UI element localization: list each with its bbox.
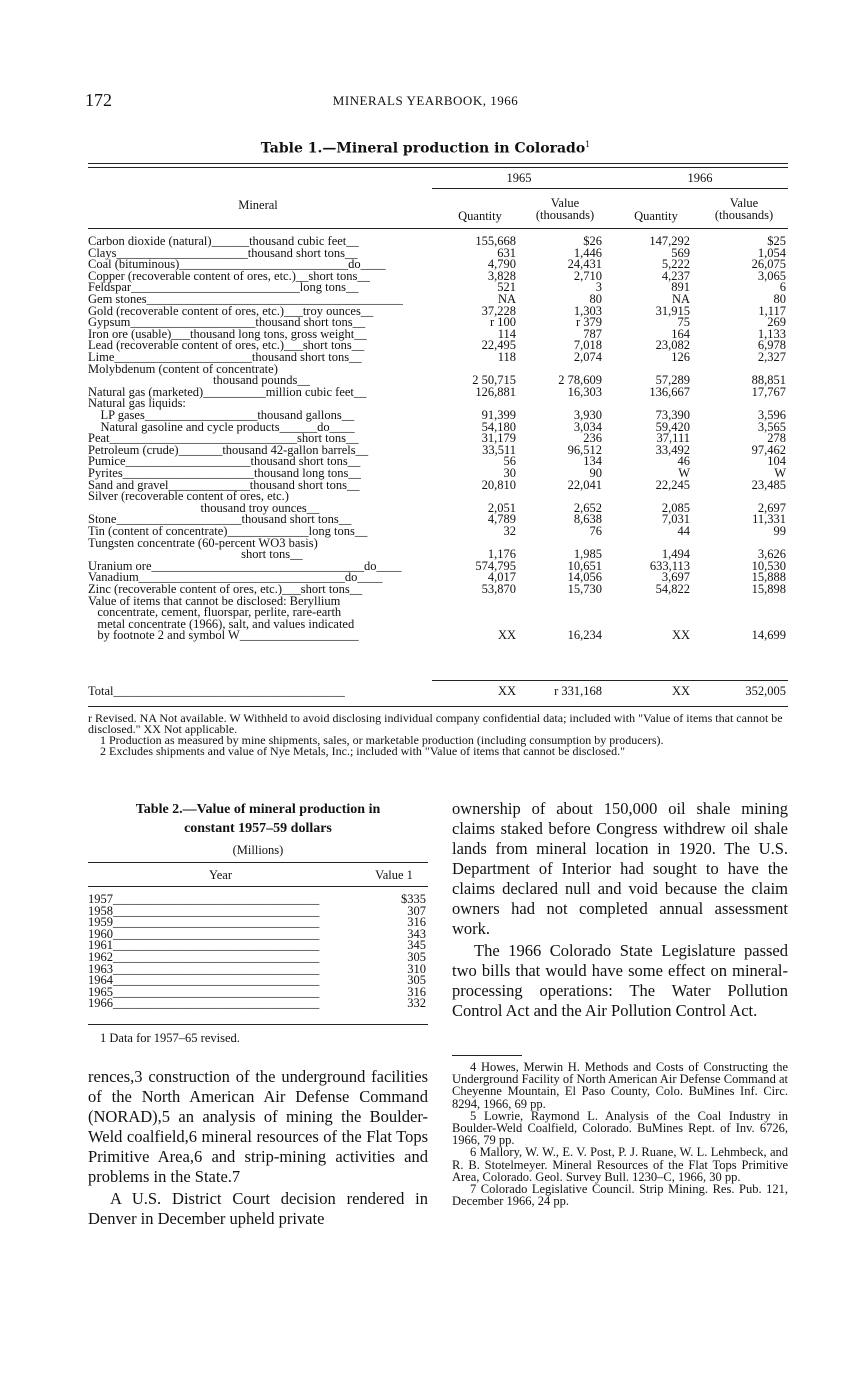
table2-row-value: 343: [407, 926, 426, 941]
table1-cell-quantity-1966: 31,915: [655, 303, 690, 318]
table1-cell-quantity-1966: 891: [671, 280, 690, 295]
table1-cell-quantity-1966: 37,111: [656, 431, 690, 446]
table1-cell-value-1965: 3,930: [573, 408, 602, 422]
table2-row-year: 1964_________________________________: [88, 973, 320, 988]
table1-row-label: Pyrites_____________________thousand long tons__: [88, 466, 361, 480]
table1-cell-quantity-1965: 37,228: [481, 303, 516, 318]
footnote-rule: [452, 1055, 522, 1056]
table2-row-year: 1957_________________________________: [88, 892, 320, 906]
table1-cell-value-1965: 1,446: [573, 245, 602, 260]
table1-cell-quantity-1966: 126: [671, 350, 690, 364]
footnote-6: 6 Mallory, W. W., E. V. Post, P. J. Ruane, W. L. Lehmbeck, and R. B. Stotelmeyer. Mineral Resources of the Flat Tops Primitive Area, Colorado. Geol. Survey Bull. 1230–C, 1966, 30 pp.: [452, 1145, 788, 1184]
table1-cell-quantity-1965: 32: [503, 524, 516, 538]
table2-col-year: Year: [208, 868, 233, 882]
table2-row-value: 316: [407, 984, 426, 999]
table1-cell-value-1965: r 379: [575, 315, 602, 330]
table1-total-v65: r 331,168: [554, 684, 602, 698]
table1-total-label: Total_____________________________________: [88, 684, 345, 698]
table1-cell-value-1966: 97,462: [751, 442, 786, 457]
table1-col-value-1965: [522, 197, 608, 221]
table1-cell-value-1966: $25: [767, 234, 786, 248]
table1-row-label: Sand and gravel_____________thousand short tons__: [88, 477, 360, 492]
table1-cell-quantity-1965: 1,176: [487, 547, 516, 562]
table1-col-value-1966-label: Value: [729, 196, 759, 210]
table1-cell-value-1965: 7,018: [573, 338, 602, 353]
table1-row-label: thousand pounds__: [88, 373, 310, 388]
table1-total-row: [0, 686, 851, 700]
table1-cell-value-1966: 6,978: [757, 338, 786, 353]
table1-cell-quantity-1966: 57,289: [655, 373, 690, 388]
table2-row-value: 307: [407, 903, 426, 918]
left-paragraph-1: rences,3 construction of the underground facilities of the North American Air Defense Command (NORAD),5 an analysis of mining the Boulder-Weld coalfield,6 mineral resources of the Flat Tops Primitive Area,6 and strip-mining activities and problems in the State.7: [88, 1067, 428, 1186]
table1-cell-quantity-1965: 2 50,715: [472, 373, 516, 388]
table1-col-value-1965-unit: (thousands): [535, 208, 595, 222]
table1-cell-quantity-1965: 574,795: [475, 558, 516, 573]
table1-cell-value-1966: 80: [773, 292, 786, 306]
table1-cell-quantity-1965: 3,828: [487, 268, 516, 283]
table1-cell-quantity-1966: 33,492: [655, 442, 690, 457]
table1-cell-value-1965: 22,041: [567, 477, 602, 492]
table1-row-label: Silver (recoverable content of ores, etc.): [88, 489, 289, 504]
table1-col-value-1966-unit: (thousands): [714, 208, 774, 222]
table2-row-year: 1966_________________________________: [88, 996, 320, 1011]
table1-year-1966: 1966: [687, 171, 713, 185]
table1-col-quantity-1965: Quantity: [458, 209, 502, 223]
table2-row-value: 332: [407, 996, 426, 1011]
table1-cell-value-1966: 3,596: [757, 408, 786, 422]
table1-total-v66: 352,005: [745, 684, 786, 698]
table1-cell-quantity-1965: 33,511: [482, 442, 516, 457]
table2-title-line1: Table 2.—Value of mineral production in: [135, 802, 381, 817]
table1-cell-quantity-1966: 46: [677, 454, 690, 469]
table1-cell-value-1965: 15,730: [567, 582, 602, 596]
table1-year-1965: 1965: [506, 171, 532, 185]
table1-row-label: Stone____________________thousand short tons__: [88, 512, 352, 527]
footnote-5: 5 Lowrie, Raymond L. Analysis of the Coal Industry in Boulder-Weld Coalfield, Colorado. BuMines Rept. of Inv. 6726, 1966, 79 pp.: [452, 1108, 788, 1148]
table1-cell-value-1966: 11,331: [752, 512, 786, 527]
right-paragraph-2: The 1966 Colorado State Legislature passed two bills that would have some effect on mineral-processing operations: The Water Pollution Control Act and the Air Pollution Control Act.: [452, 941, 788, 1020]
table1-row-label: Value of items that cannot be disclosed: Beryllium: [88, 593, 341, 608]
table1-cell-value-1965: 3,034: [573, 419, 602, 434]
table1-row-label: LP gases__________________thousand gallons__: [88, 408, 355, 422]
table1-cell-quantity-1965: 4,789: [487, 512, 516, 527]
table1-row-label: Zinc (recoverable content of ores, etc.)___short tons__: [88, 582, 363, 596]
table1-cell-quantity-1966: 2,085: [661, 500, 690, 515]
table1-cell-quantity-1966: XX: [671, 628, 690, 643]
table1-cell-value-1965: 76: [589, 524, 602, 538]
table1-cell-value-1966: 26,075: [751, 257, 786, 272]
table1-col-value-1965-label: Value: [550, 196, 580, 210]
table1-cell-quantity-1966: 569: [671, 245, 690, 260]
table1-cell-value-1966: 15,898: [751, 582, 786, 596]
table2-row-value: 305: [407, 973, 426, 988]
table2-row-year: 1960_________________________________: [88, 926, 320, 941]
table1-cell-quantity-1965: r 100: [489, 315, 516, 330]
table1-cell-value-1966: 2,327: [757, 350, 786, 364]
table1-col-mineral: Mineral: [238, 198, 278, 212]
table1-cell-value-1966: 10,530: [751, 558, 786, 573]
table1-cell-value-1965: 90: [589, 466, 602, 480]
table1-row-label: Lead (recoverable content of ores, etc.)___short tons__: [88, 338, 365, 353]
table1-row-label: Petroleum (crude)_______thousand 42-gallon barrels__: [88, 442, 369, 457]
table1-note-1: 1 Production as measured by mine shipments, sales, or marketable production (including consumption by producers).: [100, 733, 664, 747]
right-column-text: [452, 799, 788, 1021]
table1-notes: [88, 713, 788, 757]
table1-cell-quantity-1965: 31,179: [481, 431, 516, 446]
table1-body: [0, 236, 851, 676]
table1-note-2: 2 Excludes shipments and value of Nye Metals, Inc.; included with "Value of items that cannot be disclosed.": [100, 744, 626, 758]
table1-cell-value-1966: W: [774, 466, 786, 480]
table1-cell-quantity-1965: 4,790: [487, 257, 516, 272]
left-paragraph-2: A U.S. District Court decision rendered in Denver in December upheld private: [88, 1189, 428, 1228]
table2-row-year: 1962_________________________________: [88, 950, 320, 964]
table1-cell-quantity-1965: 30: [503, 466, 516, 480]
table1-row-label: Natural gas liquids:: [88, 396, 186, 411]
table1-cell-quantity-1966: 164: [671, 326, 690, 341]
table1-cell-quantity-1965: 114: [497, 326, 516, 341]
table1-cell-value-1965: 2 78,609: [558, 373, 602, 388]
table1-cell-value-1965: 1,303: [573, 303, 602, 318]
table1-cell-value-1966: 15,888: [751, 570, 786, 585]
table1-total-rule: [432, 680, 788, 681]
table1-row-label: Gold (recoverable content of ores, etc.)___troy ounces__: [88, 303, 374, 318]
table1-cell-value-1966: 23,485: [751, 477, 786, 492]
table1-cell-value-1965: 787: [583, 326, 602, 341]
page-number: 172: [85, 90, 112, 110]
table1-cell-value-1965: 3: [595, 280, 602, 295]
table1-row-label: Copper (recoverable content of ores, etc.)__short tons__: [88, 268, 370, 283]
table1-cell-value-1966: 99: [773, 524, 786, 538]
table1-cell-quantity-1965: 22,495: [481, 338, 516, 353]
table2-col-value: Value 1: [375, 868, 413, 882]
table1-row-label: Natural gas (marketed)__________million cubic feet__: [88, 384, 367, 399]
table1-row-label: metal concentrate (1966), salt, and values indicated: [88, 616, 355, 631]
table1-col-value-1966: [700, 197, 788, 221]
table1-row-label: Iron ore (usable)___thousand long tons, gross weight__: [88, 326, 367, 341]
table1-top-rule: [88, 163, 788, 164]
table1-cell-quantity-1965: 155,668: [475, 234, 516, 248]
table1-cell-value-1965: $26: [583, 234, 602, 248]
table1-total-q65: XX: [497, 684, 516, 698]
table1-row-label: Gypsum____________________thousand short tons__: [88, 315, 366, 330]
table1-cell-quantity-1965: 4,017: [487, 570, 516, 585]
table2-row-value: 316: [407, 915, 426, 930]
table1-row-label: by footnote 2 and symbol W___________________: [88, 628, 359, 643]
table1-cell-quantity-1965: 126,881: [475, 384, 516, 399]
table1-cell-quantity-1966: 22,245: [655, 477, 690, 492]
table2-title-line2: constant 1957–59 dollars: [184, 821, 332, 836]
table2-row-year: 1961_________________________________: [88, 938, 320, 953]
table1-total-q66: XX: [671, 684, 690, 698]
table1-row-label: thousand troy ounces__: [88, 500, 320, 515]
table1-row-label: Molybdenum (content of concentrate): [88, 361, 278, 376]
table1-cell-quantity-1965: 20,810: [481, 477, 516, 492]
table1-cell-value-1966: 104: [767, 454, 786, 469]
table1-cell-value-1965: 24,431: [567, 257, 602, 272]
table1-cell-quantity-1966: 75: [677, 315, 690, 330]
table2-title: [88, 800, 428, 838]
footnote-4: 4 Howes, Merwin H. Methods and Costs of Constructing the Underground Facility of North American Air Defense Command at Cheyenne Mountain, El Paso County, Colo. BuMines Inf. Circ. 8294, 1966, 69 pp.: [452, 1060, 788, 1111]
table1-row-label: Coal (bituminous)___________________________do____: [88, 257, 386, 272]
table2-top-rule: [88, 862, 428, 863]
table1-cell-quantity-1965: 521: [497, 280, 516, 295]
table1-cell-quantity-1965: 118: [497, 350, 516, 364]
table1-cell-value-1966: 14,699: [751, 628, 786, 643]
table1-cell-quantity-1965: NA: [497, 292, 516, 306]
left-column-text: [88, 1067, 428, 1229]
table1-cell-value-1966: 278: [767, 431, 786, 446]
table2-row-value: 305: [407, 950, 426, 964]
table1-cell-value-1965: 80: [589, 292, 602, 306]
table1-cell-quantity-1966: 1,494: [661, 547, 690, 562]
table2-header-rule: [88, 886, 428, 887]
table1-cell-value-1966: 3,626: [757, 547, 786, 562]
table1-cell-quantity-1965: 54,180: [481, 419, 516, 434]
table1-cell-quantity-1966: 4,237: [661, 268, 690, 283]
table2-row-year: 1963_________________________________: [88, 961, 320, 976]
table1-cell-quantity-1966: 54,822: [655, 582, 690, 596]
table1-cell-value-1965: 16,234: [567, 628, 602, 643]
table1-top-rule-2: [88, 167, 788, 168]
footnotes: [452, 1061, 788, 1207]
table1-cell-value-1966: 269: [767, 315, 786, 330]
table1-cell-quantity-1966: 147,292: [649, 234, 690, 248]
table2-note: 1 Data for 1957–65 revised.: [100, 1031, 240, 1045]
table1-cell-quantity-1966: W: [678, 466, 690, 480]
table1-title-text: Table 1.—Mineral production in Colorado: [260, 140, 586, 157]
footnote-7: 7 Colorado Legislative Council. Strip Mining. Res. Pub. 121, December 1966, 24 pp.: [452, 1182, 788, 1209]
table1-cell-value-1966: 1,117: [758, 303, 786, 318]
table1-cell-quantity-1965: 631: [497, 245, 516, 260]
table1-row-label: Peat______________________________short tons__: [88, 431, 359, 446]
table1-cell-quantity-1966: 23,082: [655, 338, 690, 353]
table1-cell-quantity-1966: 59,420: [655, 419, 690, 434]
table1-cell-value-1965: 2,710: [573, 268, 602, 283]
table1-cell-quantity-1965: XX: [497, 628, 516, 643]
table1-cell-value-1966: 17,767: [751, 384, 786, 399]
table1-cell-quantity-1966: 7,031: [661, 512, 690, 527]
table1-col-quantity-1966: Quantity: [634, 209, 678, 223]
table1-cell-quantity-1965: 91,399: [481, 408, 516, 422]
table1-cell-quantity-1966: NA: [671, 292, 690, 306]
table2-row-value: 345: [407, 938, 426, 953]
table1-row-label: Uranium ore__________________________________do____: [88, 558, 402, 573]
table1-cell-value-1965: 14,056: [567, 570, 602, 585]
table1-row-label: Pumice____________________thousand short tons__: [88, 454, 361, 469]
table1-title: [0, 140, 851, 157]
table1-cell-quantity-1966: 5,222: [661, 257, 690, 272]
table1-title-footnote-ref: 1: [585, 140, 591, 149]
table1-row-label: Vanadium_________________________________do____: [88, 570, 383, 585]
table1-row-label: Lime______________________thousand short tons__: [88, 350, 362, 364]
table2-row-year: 1958_________________________________: [88, 903, 320, 918]
table1-cell-value-1965: 2,074: [573, 350, 602, 364]
table1-row-label: Carbon dioxide (natural)______thousand cubic feet__: [88, 234, 359, 248]
table1-cell-value-1966: 6: [779, 280, 786, 295]
table1-row-label: Natural gasoline and cycle products______do____: [88, 419, 355, 434]
table1-row-label: Tin (content of concentrate)_____________long tons__: [88, 524, 368, 538]
table1-cell-quantity-1966: 136,667: [649, 384, 690, 399]
table1-cell-quantity-1966: 3,697: [661, 570, 690, 585]
table2-row-year: 1965_________________________________: [88, 984, 320, 999]
table2-row-year: 1959_________________________________: [88, 915, 320, 930]
table1-cell-value-1966: 3,565: [757, 419, 786, 434]
table1-cell-quantity-1966: 633,113: [649, 558, 690, 573]
table1-cell-value-1965: 236: [583, 431, 602, 446]
right-paragraph-1: ownership of about 150,000 oil shale mining claims staked before Congress withdrew oil shale lands from mineral location in 1920. The U.S. Department of Interior had sought to have the claims declared null and void because the claim owners had not completed annual assessment work.: [452, 799, 788, 938]
table1-cell-value-1965: 96,512: [567, 442, 602, 457]
table1-cell-quantity-1966: 73,390: [655, 408, 690, 422]
table1-row-label: Clays_____________________thousand short tons__: [88, 245, 358, 260]
table1-cell-value-1966: 3,065: [757, 268, 786, 283]
table1-cell-quantity-1966: 44: [677, 524, 690, 538]
table1-cell-value-1965: 2,652: [573, 500, 602, 515]
table1-cell-value-1966: 2,697: [757, 500, 786, 515]
table1-cell-value-1965: 16,303: [567, 384, 602, 399]
table1-cell-value-1965: 10,651: [567, 558, 602, 573]
table2-subtitle: (Millions): [232, 843, 284, 857]
table1-cell-value-1966: 1,133: [757, 326, 786, 341]
table1-cell-value-1966: 88,851: [751, 373, 786, 388]
table1-cell-quantity-1965: 2,051: [487, 500, 516, 515]
running-head: MINERALS YEARBOOK, 1966: [332, 93, 519, 108]
table1-row-label: Tungsten concentrate (60-percent WO3 basis): [88, 535, 318, 550]
table1-row-label: Feldspar___________________________long tons__: [88, 280, 359, 295]
table1-row-label: concentrate, cement, fluorspar, perlite, rare-earth: [88, 605, 342, 620]
table1-header-rule: [88, 228, 788, 229]
table1-cell-quantity-1965: 56: [503, 454, 516, 469]
table1-cell-quantity-1965: 53,870: [481, 582, 516, 596]
table1-row-label: Gem stones_________________________________________: [88, 292, 403, 306]
table1-cell-value-1966: 1,054: [757, 245, 786, 260]
table1-year-rule: [432, 188, 788, 189]
table2-row-value: $335: [401, 892, 426, 906]
table1-row-label: short tons__: [88, 547, 303, 562]
table2-bottom-rule: [88, 1024, 428, 1025]
table1-note-symbols: r Revised. NA Not available. W Withheld to avoid disclosing individual company confidential data; included with "Value of items that cannot be disclosed." XX Not applicable.: [88, 711, 783, 736]
table1-cell-value-1965: 8,638: [573, 512, 602, 527]
table1-cell-value-1965: 1,985: [573, 547, 602, 562]
table1-bottom-rule: [88, 706, 788, 707]
table2-row-value: 310: [407, 961, 426, 976]
table1-cell-value-1965: 134: [583, 454, 602, 469]
